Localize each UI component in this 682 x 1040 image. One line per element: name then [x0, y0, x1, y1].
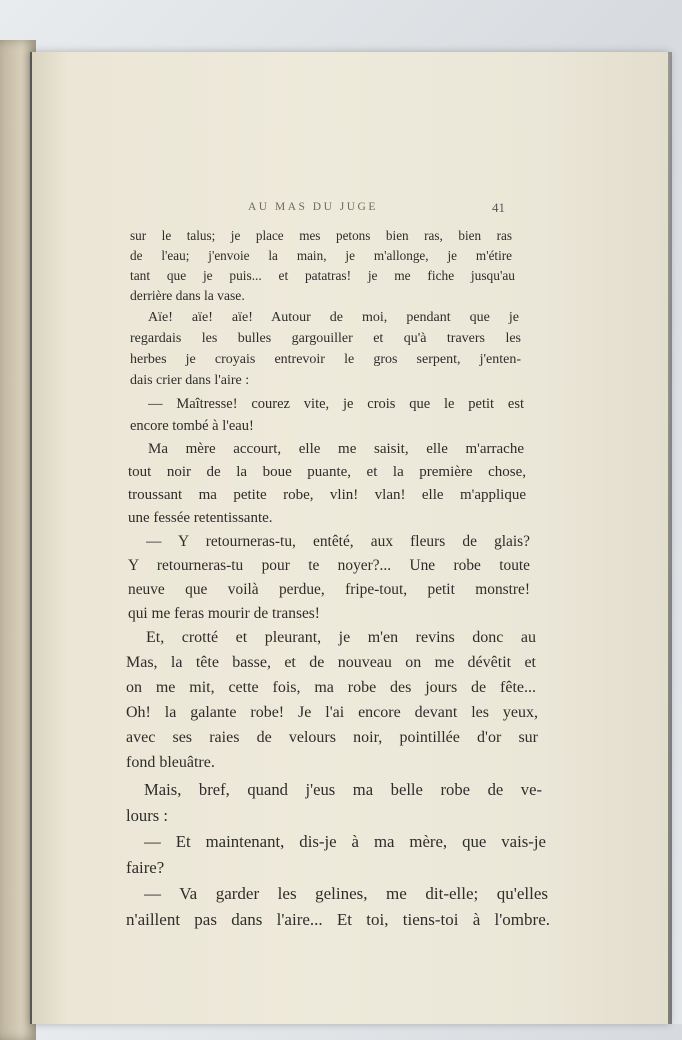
text-line: — Va garder les gelines, me dit-elle; qu'elles	[144, 884, 548, 903]
text-line: lours :	[126, 806, 168, 825]
text-line: — Et maintenant, dis-je à ma mère, que vais-je	[144, 832, 546, 851]
text-line: Oh! la galante robe! Je l'ai encore devant les yeux,	[126, 704, 538, 721]
text-line: faire?	[126, 858, 165, 877]
text-line: herbes je croyais entrevoir le gros serpent, j'enten-	[130, 352, 521, 367]
text-line: Ma mère accourt, elle me saisit, elle m'arrache	[148, 441, 524, 457]
text-line: dais crier dans l'aire :	[130, 373, 250, 388]
text-line: — Y retourneras-tu, entêté, aux fleurs de glais?	[146, 533, 530, 550]
text-line: Mas, la tête basse, et de nouveau on me dévêtit et	[126, 654, 536, 671]
text-line: fond bleuâtre.	[126, 754, 215, 771]
text-line: qui me feras mourir de transes!	[128, 605, 320, 622]
text-line: neuve que voilà perdue, fripe-tout, petit monstre!	[128, 581, 530, 598]
text-line: Aïe! aïe! aïe! Autour de moi, pendant que je	[148, 310, 519, 325]
text-line: — Maîtresse! courez vite, je crois que le petit est	[148, 396, 524, 412]
text-line: tant que je puis... et patatras! je me fiche jusqu'au	[130, 268, 515, 283]
text-line: n'aillent pas dans l'aire... Et toi, tiens-toi à l'ombre.	[126, 910, 550, 929]
text-line: de l'eau; j'envoie la main, je m'allonge, je m'étire	[130, 248, 512, 263]
page-block-edge	[668, 52, 672, 1024]
text-line: on me mit, cette fois, ma robe des jours de fête...	[126, 679, 536, 696]
text-line: avec ses raies de velours noir, pointillée d'or sur	[126, 729, 538, 746]
text-line: derrière dans la vase.	[130, 288, 245, 303]
text-line: Et, crotté et pleurant, je m'en revins donc au	[146, 629, 536, 646]
text-line: Mais, bref, quand j'eus ma belle robe de ve-	[144, 780, 542, 799]
text-line: Y retourneras-tu pour te noyer?... Une robe toute	[128, 557, 530, 574]
running-head: AU MAS DU JUGE	[248, 201, 378, 213]
text-line: encore tombé à l'eau!	[130, 418, 254, 434]
text-line: tout noir de la boue puante, et la première chose,	[128, 464, 526, 480]
text-line: sur le talus; je place mes petons bien ras, bien ras	[130, 228, 512, 243]
text-line: une fessée retentissante.	[128, 510, 273, 526]
text-line: troussant ma petite robe, vlin! vlan! elle m'applique	[128, 487, 526, 503]
text-line: regardais les bulles gargouiller et qu'à travers les	[130, 331, 521, 346]
page-number: 41	[492, 200, 505, 215]
